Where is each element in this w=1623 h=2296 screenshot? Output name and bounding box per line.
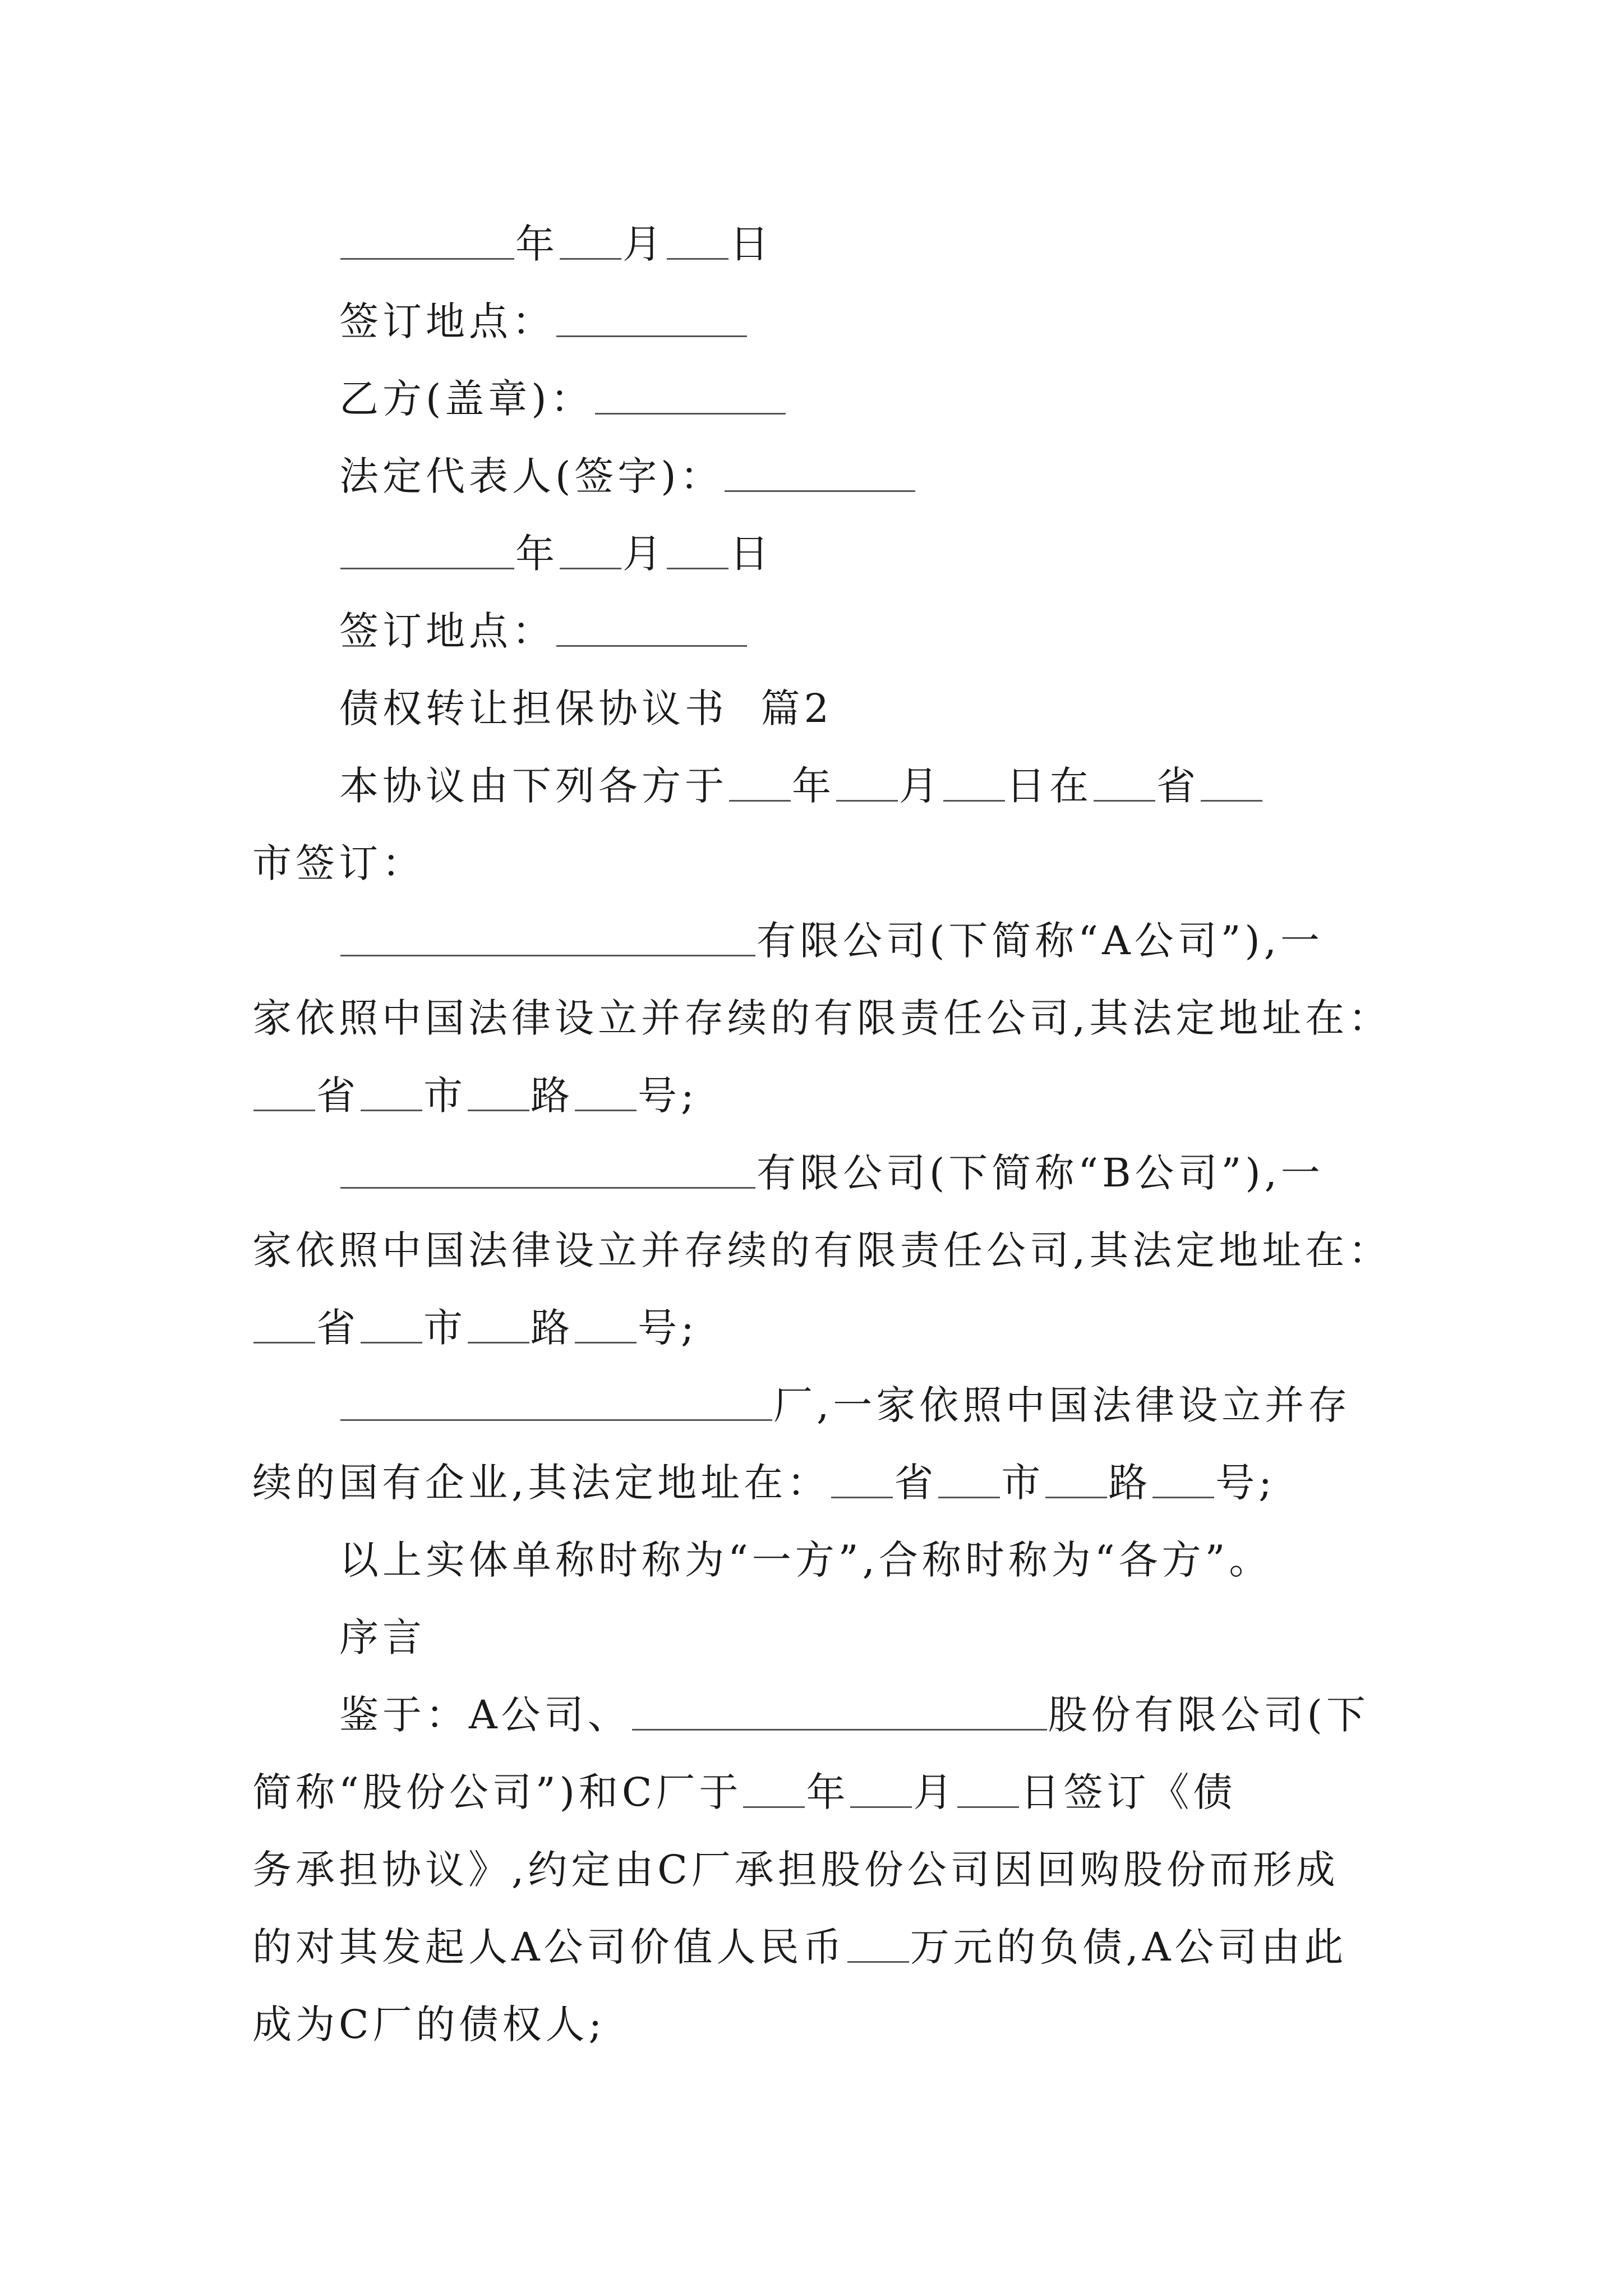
blank [556,303,747,337]
blank [632,1696,1047,1731]
blank [595,380,786,415]
month-label: 月 [623,531,666,577]
text: 省 [894,1460,938,1506]
text: 省 [1156,763,1200,809]
date-line [339,205,1402,283]
signing-place-label: 签订地点： [339,298,555,344]
whereas-line [339,1676,1402,1754]
whereas-line: 务承担协议》,约定由C厂承担股份公司因回购股份而形成 [252,1847,1339,1893]
blank [1094,767,1155,802]
text: 日在 [1006,763,1092,809]
blank [1201,767,1262,802]
text: 市 [423,1073,467,1119]
day-label: 日 [730,531,773,577]
factory-c-line [339,1366,1402,1444]
signing-place-label: 签订地点： [339,608,555,654]
day-label: 日 [730,221,773,267]
text: 日签订《债 [1020,1769,1237,1815]
text: 市 [1001,1460,1045,1506]
whereas-line [252,1754,1402,1831]
blank [743,1774,805,1808]
text: 号; [638,1305,698,1351]
text: 路 [531,1073,574,1119]
company-b-line [339,1134,1402,1212]
blank [725,458,915,492]
blank [340,535,514,569]
text: 省 [316,1305,359,1351]
blank [831,1464,893,1498]
blank [468,1077,529,1111]
blank [850,1774,912,1808]
company-b-line: 家依照中国法律设立并存续的有限责任公司,其法定地址在： [252,1227,1392,1273]
blank [340,922,755,956]
blank [468,1309,529,1343]
blank [957,1774,1019,1808]
text: 简称“股份公司”)和C厂于 [252,1769,743,1815]
address-line [252,1057,1402,1134]
year-label: 年 [515,531,559,577]
text: 万元的负债,A公司由此 [910,1924,1348,1970]
blank [340,226,514,260]
text: 年 [806,1769,850,1815]
text: 月 [899,763,942,809]
blank [253,1309,315,1343]
blank [340,1387,772,1421]
text: 路 [1108,1460,1152,1506]
blank [836,767,898,802]
party-b-line [339,360,1402,438]
company-a-line [339,902,1402,979]
text: 鉴于：A公司、 [339,1692,631,1738]
blank [938,1464,1000,1498]
legal-rep-label: 法定代表人(签字)： [339,453,723,499]
year-label: 年 [515,221,559,267]
text: 年 [792,763,835,809]
text: 续的国有企业,其法定地址在： [252,1460,831,1506]
date-line [339,515,1402,592]
blank [340,1154,755,1189]
text: 号; [638,1073,698,1119]
whereas-line: 成为C厂的债权人; [252,2001,606,2047]
text: 的对其发起人A公司价值人民币 [252,1924,846,1970]
text: 路 [531,1305,574,1351]
text: 厂,一家依照中国法律设立并存 [773,1382,1352,1428]
blank [667,535,728,569]
whereas-line [252,1908,1402,1986]
text: 有限公司(下简称“A公司”),一 [757,918,1324,964]
blank [1045,1464,1107,1498]
preamble-line: 市签订： [252,840,425,886]
company-a-line: 家依照中国法律设立并存续的有限责任公司,其法定地址在： [252,995,1392,1041]
text: 股份有限公司(下 [1048,1692,1370,1738]
blank [847,1929,909,1963]
blank [361,1309,422,1343]
party-b-label: 乙方(盖章)： [339,376,594,422]
text: 号; [1215,1460,1276,1506]
legal-rep-line [339,438,1402,515]
blank [575,1077,637,1111]
text: 省 [316,1073,359,1119]
blank [1152,1464,1214,1498]
blank [943,767,1005,802]
signing-place-line [339,592,1402,670]
blank [253,1077,315,1111]
preamble-line [339,747,1402,825]
preface-heading: 序言 [339,1614,426,1660]
month-label: 月 [623,221,666,267]
blank [361,1077,422,1111]
blank [556,613,747,647]
address-line [252,1289,1402,1366]
factory-c-line [252,1444,1402,1521]
blank [560,535,621,569]
blank [575,1309,637,1343]
parties-note: 以上实体单称时称为“一方”,合称时称为“各方”。 [339,1537,1272,1583]
signing-place-line [339,283,1402,360]
text: 市 [423,1305,467,1351]
blank [729,767,791,802]
blank [560,226,621,260]
blank [667,226,728,260]
text: 有限公司(下简称“B公司”),一 [757,1150,1324,1196]
text: 本协议由下列各方于 [339,763,728,809]
text: 月 [913,1769,957,1815]
section-title: 债权转让担保协议书 篇2 [339,685,833,731]
